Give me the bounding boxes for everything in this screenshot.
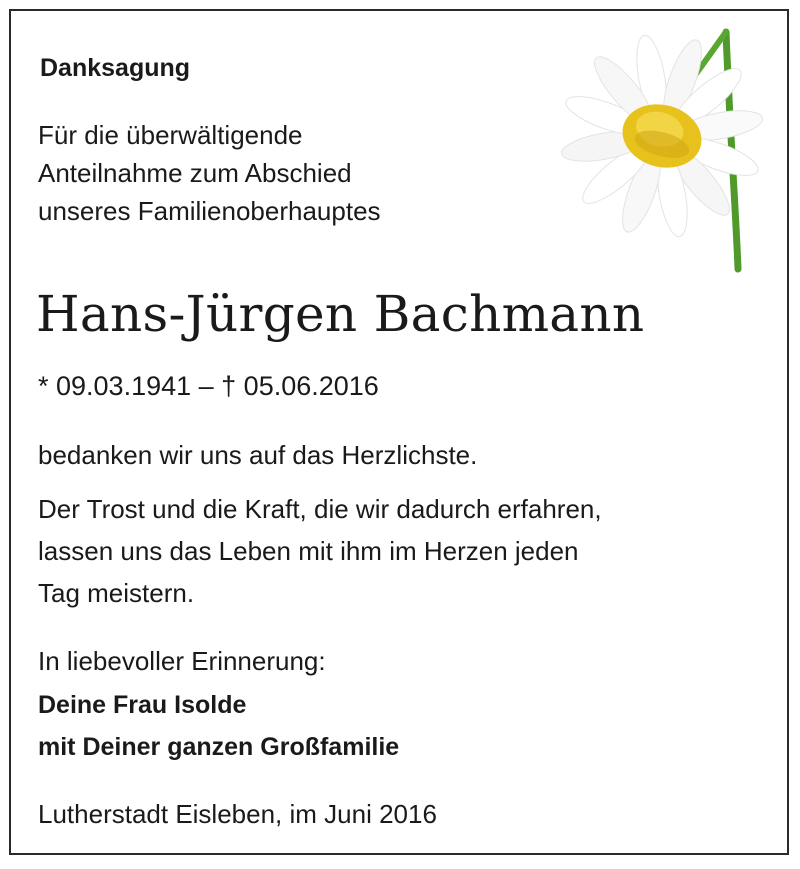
- intro-line: Anteilnahme zum Abschied: [38, 158, 352, 188]
- deceased-name: Hans-Jürgen Bachmann: [36, 285, 645, 343]
- signature-line: mit Deiner ganzen Großfamilie: [38, 733, 400, 761]
- intro-line: unseres Familienoberhauptes: [38, 196, 381, 226]
- intro-line: Für die überwältigende: [38, 120, 303, 150]
- memory-line: In liebevoller Erinnerung:: [38, 646, 326, 676]
- intro-text: [38, 116, 381, 230]
- signature-line: Deine Frau Isolde: [38, 691, 247, 719]
- daisy-flower-icon: [540, 14, 790, 274]
- paragraph-line: Tag meistern.: [38, 578, 195, 608]
- paragraph-line: Der Trost und die Kraft, die wir dadurch erfahren,: [38, 494, 602, 524]
- thanks-line: bedanken wir uns auf das Herzlichste.: [38, 440, 478, 470]
- life-dates: * 09.03.1941 – † 05.06.2016: [38, 371, 379, 401]
- signature: [38, 684, 399, 768]
- gratitude-paragraph: [38, 488, 602, 614]
- paragraph-line: lassen uns das Leben mit ihm im Herzen jeden: [38, 536, 579, 566]
- place-date: Lutherstadt Eisleben, im Juni 2016: [38, 799, 437, 829]
- notice-heading: Danksagung: [40, 54, 191, 82]
